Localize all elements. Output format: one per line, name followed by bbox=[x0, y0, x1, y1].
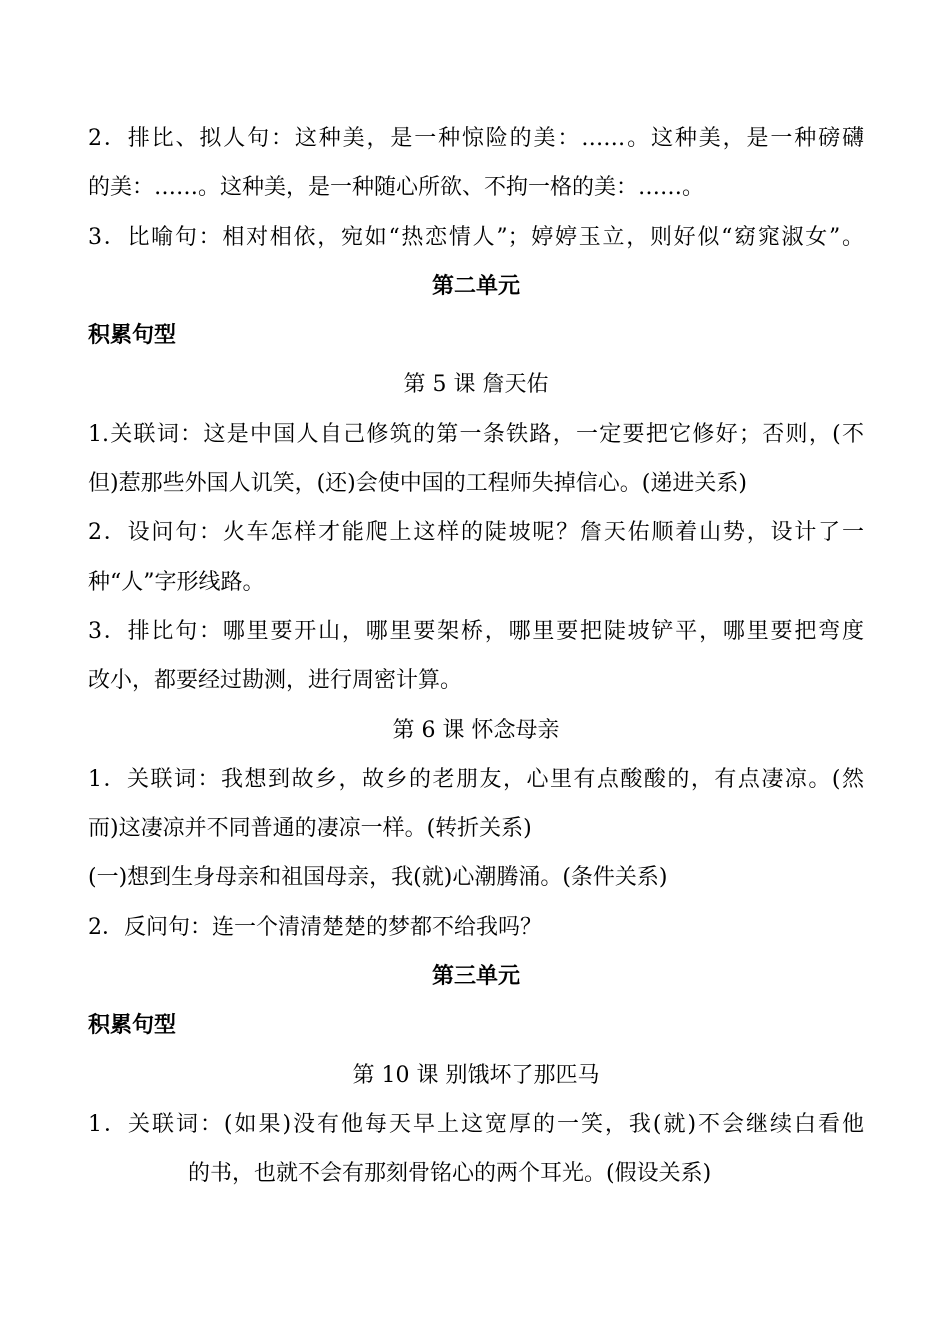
lesson6-item1-line3: (一)想到生身母亲和祖国母亲，我(就)心潮腾涌。(条件关系) bbox=[88, 865, 668, 891]
lesson5-item2-line2: 种“人”字形线路。 bbox=[88, 569, 265, 595]
unit1-item2-line1: 2．排比、拟人句：这种美，是一种惊险的美：……。这种美，是一种磅礴 bbox=[88, 126, 864, 151]
unit3-subheading: 积累句型 bbox=[88, 1013, 177, 1039]
lesson5-item3-line1: 3．排比句：哪里要开山，哪里要架桥，哪里要把陡坡铲平，哪里要把弯度 bbox=[88, 618, 864, 644]
lesson5-item2-line1: 2．设问句：火车怎样才能爬上这样的陡坡呢？詹天佑顺着山势，设计了一 bbox=[88, 520, 864, 546]
unit2-subheading: 积累句型 bbox=[88, 323, 177, 349]
lesson6-item1-line1: 1．关联词：我想到故乡，故乡的老朋友，心里有点酸酸的，有点凄凉。(然 bbox=[88, 766, 864, 792]
lesson6-title: 第 6 课 怀念母亲 bbox=[392, 717, 560, 743]
lesson10-item1-line2: 的书，也就不会有那刻骨铭心的两个耳光。(假设关系) bbox=[188, 1161, 712, 1187]
unit1-item2-line2: 的美：……。这种美，是一种随心所欲、不拘一格的美：……。 bbox=[88, 175, 705, 201]
lesson5-item3-line2: 改小，都要经过勘测，进行周密计算。 bbox=[88, 668, 463, 694]
lesson10-title: 第 10 课 别饿坏了那匹马 bbox=[352, 1062, 600, 1088]
lesson5-item1-line2: 但)惹那些外国人讥笑，(还)会使中国的工程师失掉信心。(递进关系) bbox=[88, 471, 747, 497]
unit2-heading: 第二单元 bbox=[431, 273, 520, 299]
lesson5-title: 第 5 课 詹天佑 bbox=[403, 372, 549, 398]
document-page bbox=[88, 114, 864, 1199]
lesson5-item1-line1: 1.关联词：这是中国人自己修筑的第一条铁路，一定要把它修好；否则，(不 bbox=[88, 421, 864, 447]
lesson10-item1-line1: 1．关联词：(如果)没有他每天早上这宽厚的一笑，我(就)不会继续白看他 bbox=[88, 1111, 864, 1137]
unit1-item3: 3．比喻句：相对相依，宛如“热恋情人”；婷婷玉立，则好似“窈窕淑女”。 bbox=[88, 224, 864, 250]
unit3-heading: 第三单元 bbox=[431, 964, 520, 990]
lesson6-item1-line2: 而)这凄凉并不同普通的凄凉一样。(转折关系) bbox=[88, 816, 532, 842]
lesson6-item2: 2．反问句：连一个清清楚楚的梦都不给我吗？ bbox=[88, 914, 542, 940]
